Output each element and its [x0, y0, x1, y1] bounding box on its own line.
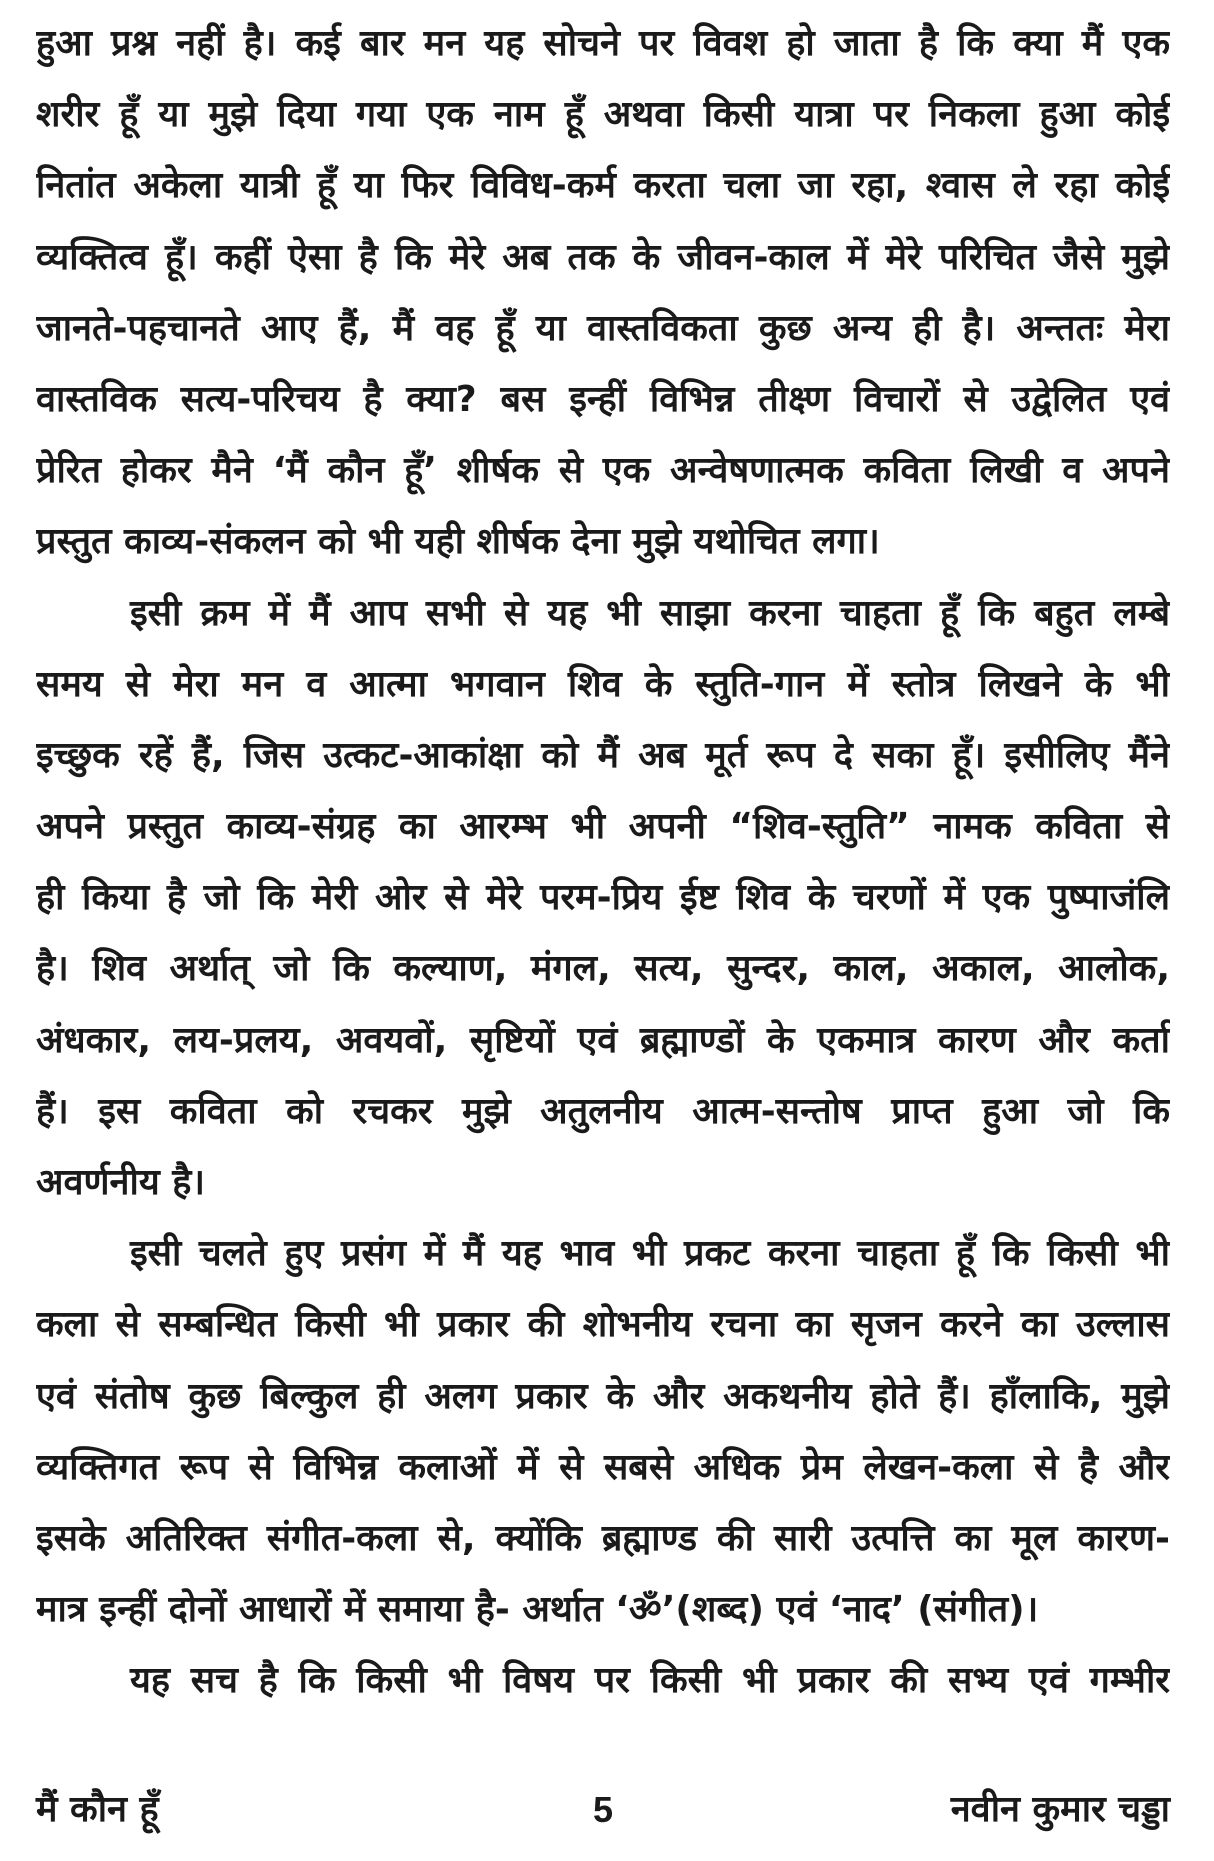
text-line: शरीर हूँ या मुझे दिया गया एक नाम हूँ अथवा किसी यात्रा पर निकला हुआ कोई — [36, 94, 1170, 136]
text-line: इसके अतिरिक्त संगीत-कला से, क्योंकि ब्रह्माण्ड की सारी उत्पत्ति का मूल कारण- — [36, 1517, 1170, 1559]
text-line: इसी चलते हुए प्रसंग में मैं यह भाव भी प्रकट करना चाहता हूँ कि किसी भी — [130, 1233, 1170, 1275]
page-body — [36, 8, 1170, 1717]
text-line: इसी क्रम में मैं आप सभी से यह भी साझा करना चाहता हूँ कि बहुत लम्बे — [130, 592, 1170, 634]
text-line: नितांत अकेला यात्री हूँ या फिर विविध-कर्म करता चला जा रहा, श्वास ले रहा कोई — [36, 165, 1170, 207]
text-line: व्यक्तिगत रूप से विभिन्न कलाओं में से सबसे अधिक प्रेम लेखन-कला से है और — [36, 1446, 1170, 1488]
text-line: अपने प्रस्तुत काव्य-संग्रह का आरम्भ भी अपनी “शिव-स्तुति” नामक कविता से — [36, 806, 1170, 848]
text-line: है। शिव अर्थात् जो कि कल्याण, मंगल, सत्य, सुन्दर, काल, अकाल, आलोक, — [36, 948, 1170, 990]
text-line: वास्तविक सत्य-परिचय है क्या? बस इन्हीं विभिन्न तीक्ष्ण विचारों से उद्वेलित एवं — [36, 378, 1170, 420]
text-line: समय से मेरा मन व आत्मा भगवान शिव के स्तुति-गान में स्तोत्र लिखने के भी — [36, 663, 1170, 705]
text-line: एवं संतोष कुछ बिल्कुल ही अलग प्रकार के और अकथनीय होते हैं। हाँलाकि, मुझे — [36, 1375, 1170, 1417]
footer-page-number: 5 — [592, 1789, 614, 1830]
text-line: कला से सम्बन्धित किसी भी प्रकार की शोभनीय रचना का सृजन करने का उल्लास — [36, 1304, 1170, 1346]
text-line: यह सच है कि किसी भी विषय पर किसी भी प्रकार की सभ्य एवं गम्भीर — [130, 1660, 1170, 1702]
text-line: ही किया है जो कि मेरी ओर से मेरे परम-प्रिय ईष्ट शिव के चरणों में एक पुष्पाजंलि — [36, 877, 1170, 919]
text-line: हुआ प्रश्न नहीं है। कई बार मन यह सोचने पर विवश हो जाता है कि क्या मैं एक — [36, 23, 1170, 64]
text-line: प्रस्तुत काव्य-संकलन को भी यही शीर्षक देना मुझे यथोचित लगा। — [36, 521, 880, 563]
text-line: हैं। इस कविता को रचकर मुझे अतुलनीय आत्म-सन्तोष प्राप्त हुआ जो कि — [36, 1090, 1170, 1132]
footer-author: नवीन कुमार चड्डा — [950, 1789, 1170, 1830]
text-line: अवर्णनीय है। — [36, 1162, 206, 1203]
page-footer — [36, 1780, 1170, 1840]
text-line: इच्छुक रहें हैं, जिस उत्कट-आकांक्षा को मैं अब मूर्त रूप दे सका हूँ। इसीलिए मैंने — [36, 734, 1170, 776]
footer-book-title: मैं कौन हूँ — [36, 1789, 159, 1830]
text-line: मात्र इन्हीं दोनों आधारों में समाया है- अर्थात ‘ॐ’(शब्द) एवं ‘नाद’ (संगीत)। — [36, 1589, 1039, 1631]
text-line: प्रेरित होकर मैने ‘मैं कौन हूँ’ शीर्षक से एक अन्वेषणात्मक कविता लिखी व अपने — [36, 450, 1170, 492]
text-line: जानते-पहचानते आए हैं, मैं वह हूँ या वास्तविकता कुछ अन्य ही है। अन्ततः मेरा — [36, 307, 1170, 349]
text-line: अंधकार, लय-प्रलय, अवयवों, सृष्टियों एवं ब्रह्माण्डों के एकमात्र कारण और कर्ता — [36, 1019, 1170, 1061]
text-line: व्यक्तित्व हूँ। कहीं ऐसा है कि मेरे अब तक के जीवन-काल में मेरे परिचित जैसे मुझे — [36, 236, 1170, 278]
